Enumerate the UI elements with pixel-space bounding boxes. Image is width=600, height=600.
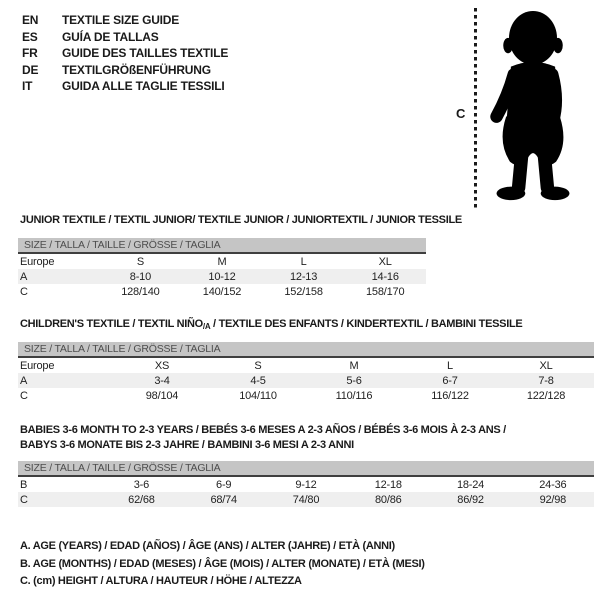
cell: 24-36: [539, 478, 567, 491]
cell: 140/152: [202, 285, 242, 298]
junior-size-table: [18, 238, 426, 299]
table-row-c: [18, 388, 594, 403]
cell: XL: [378, 255, 392, 268]
table-row-a: [18, 373, 594, 388]
row-label: A: [18, 269, 100, 284]
lang-row-de: [22, 62, 228, 79]
row-label: A: [18, 373, 114, 388]
cell: 3-4: [114, 373, 210, 388]
row-label: C: [20, 389, 28, 402]
title-line-2: BABYS 3-6 MONATE BIS 2-3 JAHRE / BAMBINI 3-6 MESI A 2-3 ANNI: [20, 439, 354, 451]
cell: 4-5: [210, 373, 306, 388]
cell: L: [447, 359, 453, 372]
cell: 7-8: [498, 373, 594, 388]
cell: 152/158: [284, 285, 323, 298]
cell: 98/104: [145, 389, 179, 402]
lang-code: EN: [22, 13, 39, 27]
cell: M: [217, 255, 227, 268]
cell: 62/68: [100, 492, 182, 507]
lang-row-es: [22, 29, 228, 46]
cell: 74/80: [265, 492, 347, 507]
lang-row-it: [22, 78, 228, 95]
measurement-legend: [20, 538, 425, 591]
babies-table-title: [20, 423, 580, 453]
table-row-b: [18, 476, 594, 492]
height-measure-label: C: [456, 106, 466, 121]
babies-size-table: [18, 461, 594, 507]
row-label: C: [20, 285, 28, 298]
row-label: Europe: [20, 255, 55, 268]
row-label: C: [18, 492, 100, 507]
cell: 12-18: [374, 478, 402, 491]
cell: 5-6: [306, 373, 402, 388]
cell: 128/140: [121, 285, 160, 298]
cell: 6-9: [216, 478, 232, 491]
lang-label: GUIDE DES TAILLES TEXTILE: [62, 46, 229, 61]
language-list: [22, 12, 228, 95]
title-line-1: BABIES 3-6 MONTH TO 2-3 YEARS / BEBÉS 3-6 MESES A 2-3 AÑOS / BÉBÉS 3-6 MOIS À 2-3 ANS /: [20, 424, 506, 436]
table-row-a: [18, 269, 426, 284]
lang-row-en: [22, 12, 228, 29]
cell: 86/92: [429, 492, 511, 507]
baby-silhouette-icon: [485, 9, 581, 205]
title-subscript: /A: [202, 322, 211, 331]
cell: L: [300, 255, 307, 268]
cell: 116/122: [431, 389, 469, 402]
table-row-c: [18, 284, 426, 299]
row-label: B: [20, 478, 28, 491]
lang-label: GUÍA DE TALLAS: [62, 29, 159, 44]
lang-label: TEXTILE SIZE GUIDE: [62, 13, 180, 27]
cell: 8-10: [100, 269, 182, 284]
title-text: CHILDREN'S TEXTILE / TEXTIL NIÑO: [20, 318, 203, 330]
cell: 68/74: [183, 492, 265, 507]
lang-code: DE: [22, 62, 39, 77]
children-size-table: [18, 342, 594, 403]
cell: M: [349, 359, 359, 372]
cell: 12-13: [263, 269, 345, 284]
lang-code: ES: [22, 29, 38, 44]
legend-line-b: B. AGE (MONTHS) / EDAD (MESES) / ÂGE (MOIS) / ALTER (MONATE) / ETÀ (MESI): [20, 557, 425, 570]
cell: 14-16: [344, 269, 426, 284]
cell: XS: [154, 359, 170, 372]
children-table-title: [20, 317, 522, 334]
cell: 122/128: [526, 389, 566, 402]
cell: 110/116: [335, 389, 373, 402]
lang-code: FR: [22, 46, 38, 61]
table-row-europe: [18, 253, 426, 269]
row-label: Europe: [20, 359, 55, 372]
lang-label: GUIDA ALLE TAGLIE TESSILI: [62, 79, 225, 94]
size-header: SIZE / TALLA / TAILLE / GRÖSSE / TAGLIA: [18, 342, 594, 357]
title-text: / TEXTILE DES ENFANTS / KINDERTEXTIL / BAMBINI TESSILE: [210, 318, 523, 330]
lang-row-fr: [22, 45, 228, 62]
cell: S: [136, 255, 144, 268]
table-row-c: [18, 492, 594, 507]
cell: XL: [539, 359, 553, 372]
junior-table-title: JUNIOR TEXTILE / TEXTIL JUNIOR/ TEXTILE JUNIOR / JUNIORTEXTIL / JUNIOR TESSILE: [20, 214, 462, 226]
cell: 18-24: [456, 478, 485, 491]
lang-code: IT: [22, 79, 33, 94]
legend-line-a: A. AGE (YEARS) / EDAD (AÑOS) / ÂGE (ANS) / ALTER (JAHRE) / ETÀ (ANNI): [20, 540, 395, 552]
cell: 92/98: [512, 492, 594, 507]
cell: 80/86: [347, 492, 429, 507]
table-row-europe: [18, 357, 594, 373]
dotted-measure-line: [474, 8, 477, 210]
cell: 104/110: [239, 389, 277, 402]
cell: 3-6: [133, 478, 150, 491]
size-header: SIZE / TALLA / TAILLE / GRÖSSE / TAGLIA: [18, 238, 426, 253]
lang-label: TEXTILGRÖßENFÜHRUNG: [62, 62, 211, 77]
size-header: SIZE / TALLA / TAILLE / GRÖSSE / TAGLIA: [18, 461, 594, 476]
cell: 10-12: [181, 269, 263, 284]
cell: 6-7: [402, 373, 498, 388]
cell: 158/170: [366, 285, 405, 298]
legend-line-c: C. (cm) HEIGHT / ALTURA / HAUTEUR / HÖHE / ALTEZZA: [20, 575, 302, 587]
cell: S: [254, 359, 262, 372]
cell: 9-12: [295, 478, 317, 491]
